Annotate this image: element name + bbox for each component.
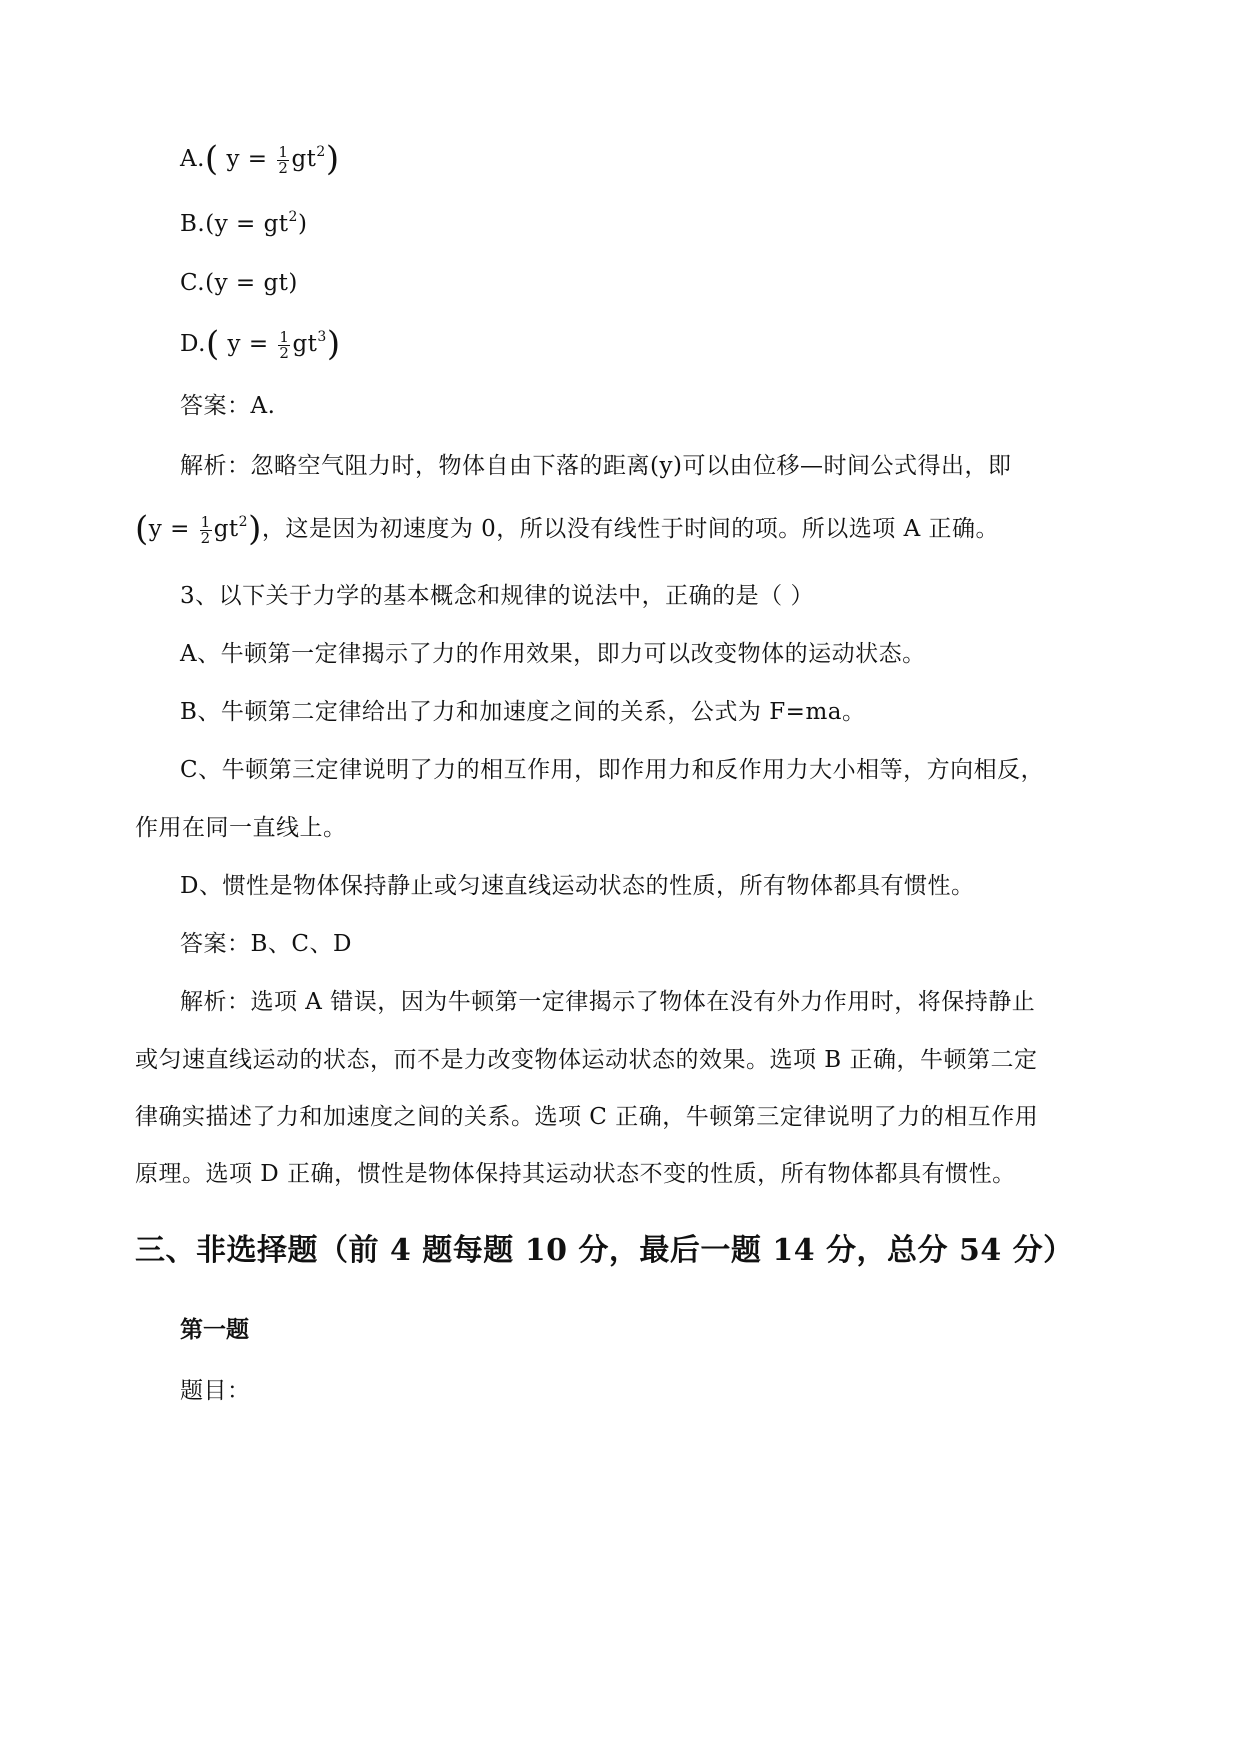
option-a-formula-rhs: gt [291, 146, 317, 172]
option-a-label: A. [180, 146, 205, 172]
q3-option-d: D、惯性是物体保持静止或匀速直线运动状态的性质，所有物体都具有惯性。 [180, 873, 975, 899]
option-d [180, 324, 341, 364]
option-c [180, 267, 298, 299]
q3-analysis-line-2: 或匀速直线运动的状态，而不是力改变物体运动状态的效果。选项 B 正确，牛顿第二定 [135, 1047, 1038, 1073]
fraction [278, 327, 290, 362]
question-label: 题目： [180, 1378, 251, 1404]
q3-stem: 3、以下关于力学的基本概念和规律的说法中，正确的是（ ） [180, 583, 814, 609]
fraction-denominator: 2 [279, 343, 290, 362]
option-a-formula-lhs: y = [226, 146, 268, 172]
q3-analysis-line-1: 解析：选项 A 错误，因为牛顿第一定律揭示了物体在没有外力作用时，将保持静止 [180, 989, 1036, 1015]
fraction-numerator: 1 [279, 327, 290, 346]
q3-option-a: A、牛顿第一定律揭示了力的作用效果，即力可以改变物体的运动状态。 [180, 641, 926, 667]
q3-option-c-line-1: C、牛顿第三定律说明了力的相互作用，即作用力和反作用力大小相等，方向相反， [180, 757, 1045, 783]
close-paren: ) [325, 139, 340, 179]
open-paren: ( [205, 324, 220, 364]
close-paren: ) [248, 509, 262, 549]
fraction-denominator: 2 [200, 528, 211, 547]
option-a [180, 139, 340, 179]
exponent: 2 [238, 514, 249, 530]
close-paren: ) [326, 324, 341, 364]
formula-lhs: y = [148, 516, 190, 542]
first-question-title: 第一题 [180, 1316, 249, 1343]
q3-analysis-line-4: 原理。选项 D 正确，惯性是物体保持其运动状态不变的性质，所有物体都具有惯性。 [135, 1161, 1016, 1187]
section-heading: 三、非选择题（前 4 题每题 10 分，最后一题 14 分，总分 54 分） [135, 1233, 1074, 1268]
q3-answer: 答案：B、C、D [180, 931, 352, 957]
q3-option-b: B、牛顿第二定律给出了力和加速度之间的关系，公式为 F=ma。 [180, 699, 866, 725]
open-paren: ( [204, 139, 219, 179]
fraction [277, 142, 289, 177]
q2-analysis-line-2 [135, 509, 1000, 549]
exponent: 3 [317, 329, 327, 345]
option-d-formula-rhs: gt [292, 331, 318, 357]
option-c-formula: (y = gt) [205, 270, 298, 296]
formula-rhs: gt [213, 516, 239, 542]
option-d-formula-lhs: y = [227, 331, 269, 357]
option-d-label: D. [180, 331, 206, 357]
q3-analysis-line-3: 律确实描述了力和加速度之间的关系。选项 C 正确，牛顿第三定律说明了力的相互作用 [135, 1104, 1039, 1130]
open-paren: ( [135, 509, 149, 549]
option-b-close: ) [297, 211, 308, 237]
option-b-formula: (y = gt [205, 211, 289, 237]
fraction [200, 512, 212, 547]
fraction-denominator: 2 [278, 158, 289, 177]
option-b-label: B. [180, 211, 206, 237]
exponent: 2 [316, 144, 326, 160]
q2-analysis-line-1: 解析：忽略空气阻力时，物体自由下落的距离(y)可以由位移—时间公式得出，即 [180, 453, 1012, 479]
q3-option-c-line-2: 作用在同一直线上。 [135, 815, 347, 841]
option-c-label: C. [180, 270, 206, 296]
option-b [180, 208, 307, 240]
exponent: 2 [288, 209, 298, 225]
fraction-numerator: 1 [278, 142, 289, 161]
q2-answer: 答案：A. [180, 393, 276, 419]
analysis-tail: ，这是因为初速度为 0，所以没有线性于时间的项。所以选项 A 正确。 [261, 516, 1000, 542]
fraction-numerator: 1 [200, 512, 211, 531]
